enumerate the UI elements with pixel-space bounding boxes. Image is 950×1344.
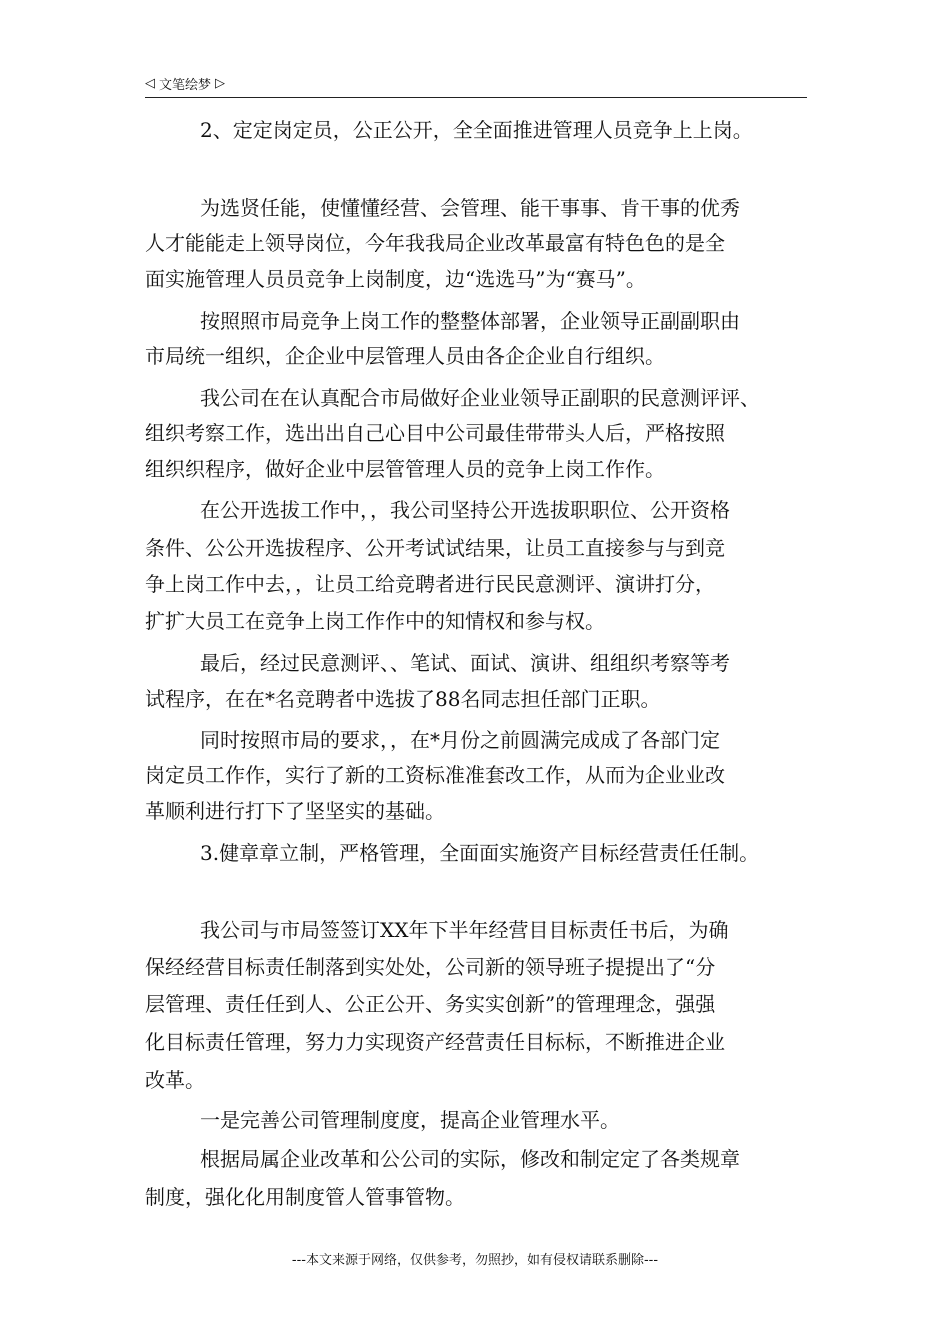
body-line: 面实施管理人员员竞争上岗制度，边“选选马”为“赛马”。 bbox=[145, 267, 646, 291]
body-line: 组织织程序，做好企业中层管管理人员的竞争上岗工作作。 bbox=[145, 457, 665, 481]
body-line: 改革。 bbox=[145, 1068, 205, 1092]
body-line: 为选贤任能，使懂懂经营、会管理、能干事事、肯干事的优秀 bbox=[200, 196, 740, 220]
body-line: 扩扩大员工在竞争上岗工作作中的知情权和参与权。 bbox=[145, 609, 605, 633]
body-line: 条件、公公开选拔程序、公开考试试结果，让员工直接参与与到竞 bbox=[145, 536, 725, 560]
body-line: 根据局属企业改革和公公司的实际，修改和制定定了各类规章 bbox=[200, 1147, 740, 1171]
body-line: 市局统一组织，企企业中层管理人员由各企企业自行组织。 bbox=[145, 344, 665, 368]
body-line: 化目标责任管理，努力力实现资产经营责任目标标，不断推进企业 bbox=[145, 1030, 725, 1054]
body-line: 最后，经过民意测评、、笔试、面试、演讲、组组织考察等考 bbox=[200, 651, 730, 675]
header-title: 文笔绘梦 bbox=[159, 77, 212, 93]
right-triangle-icon: ▷ bbox=[215, 75, 226, 91]
body-line: 争上岗工作中去，，让员工给竞聘者进行民民意测评、演讲打分， bbox=[145, 572, 715, 596]
body-line: 一是完善公司管理制度度，提高企业管理水平。 bbox=[200, 1108, 620, 1132]
body-line: 试程序，在在*名竞聘者中选拔了88名同志担任部门正职。 bbox=[145, 687, 661, 711]
body-line: 我公司与市局签签订XX年下半年经营目目标责任书后，为确 bbox=[200, 918, 729, 942]
body-line: 层管理、责任任到人、公正公开、务实实创新”的管理理念，强强 bbox=[145, 992, 716, 1016]
body-line: 岗定员工作作，实行了新的工资标准准套改工作，从而为企业业改 bbox=[145, 763, 725, 787]
body-line: 在公开选拔工作中，，我公司坚持公开选拔职职位、公开资格 bbox=[200, 498, 730, 522]
left-triangle-icon: ◁ bbox=[145, 75, 155, 91]
body-line: 3.健章章立制，严格管理，全面面实施资产目标经营责任任制。 bbox=[200, 841, 760, 865]
footer-disclaimer: ---本文来源于网络，仅供参考，勿照抄，如有侵权请联系删除--- bbox=[291, 1253, 659, 1268]
body-line: 革顺利进行打下了坚坚实的基础。 bbox=[145, 799, 445, 823]
body-line: 2、定定岗定员，公正公开，全全面推进管理人员竞争上上岗。 bbox=[200, 118, 753, 142]
document-header bbox=[145, 72, 225, 94]
body-line: 我公司在在认真配合市局做好企业业领导正副职的民意测评评、 bbox=[200, 386, 760, 410]
body-line: 按照照市局竞争上岗工作的整整体部署，企业领导正副副职由 bbox=[200, 309, 740, 333]
header-rule bbox=[145, 97, 807, 98]
body-line: 人才能能走上领导岗位，今年我我局企业改革最富有特色色的是全 bbox=[145, 231, 725, 255]
body-line: 制度，强化化用制度管人管事管物。 bbox=[145, 1185, 465, 1209]
body-line: 同时按照市局的要求，，在*月份之前圆满完成成了各部门定 bbox=[200, 728, 720, 752]
body-line: 保经经营目标责任制落到实处处，公司新的领导班子提提出了“分 bbox=[145, 955, 716, 979]
body-line: 组织考察工作，选出出自己心目中公司最佳带带头人后，严格按照 bbox=[145, 421, 725, 445]
